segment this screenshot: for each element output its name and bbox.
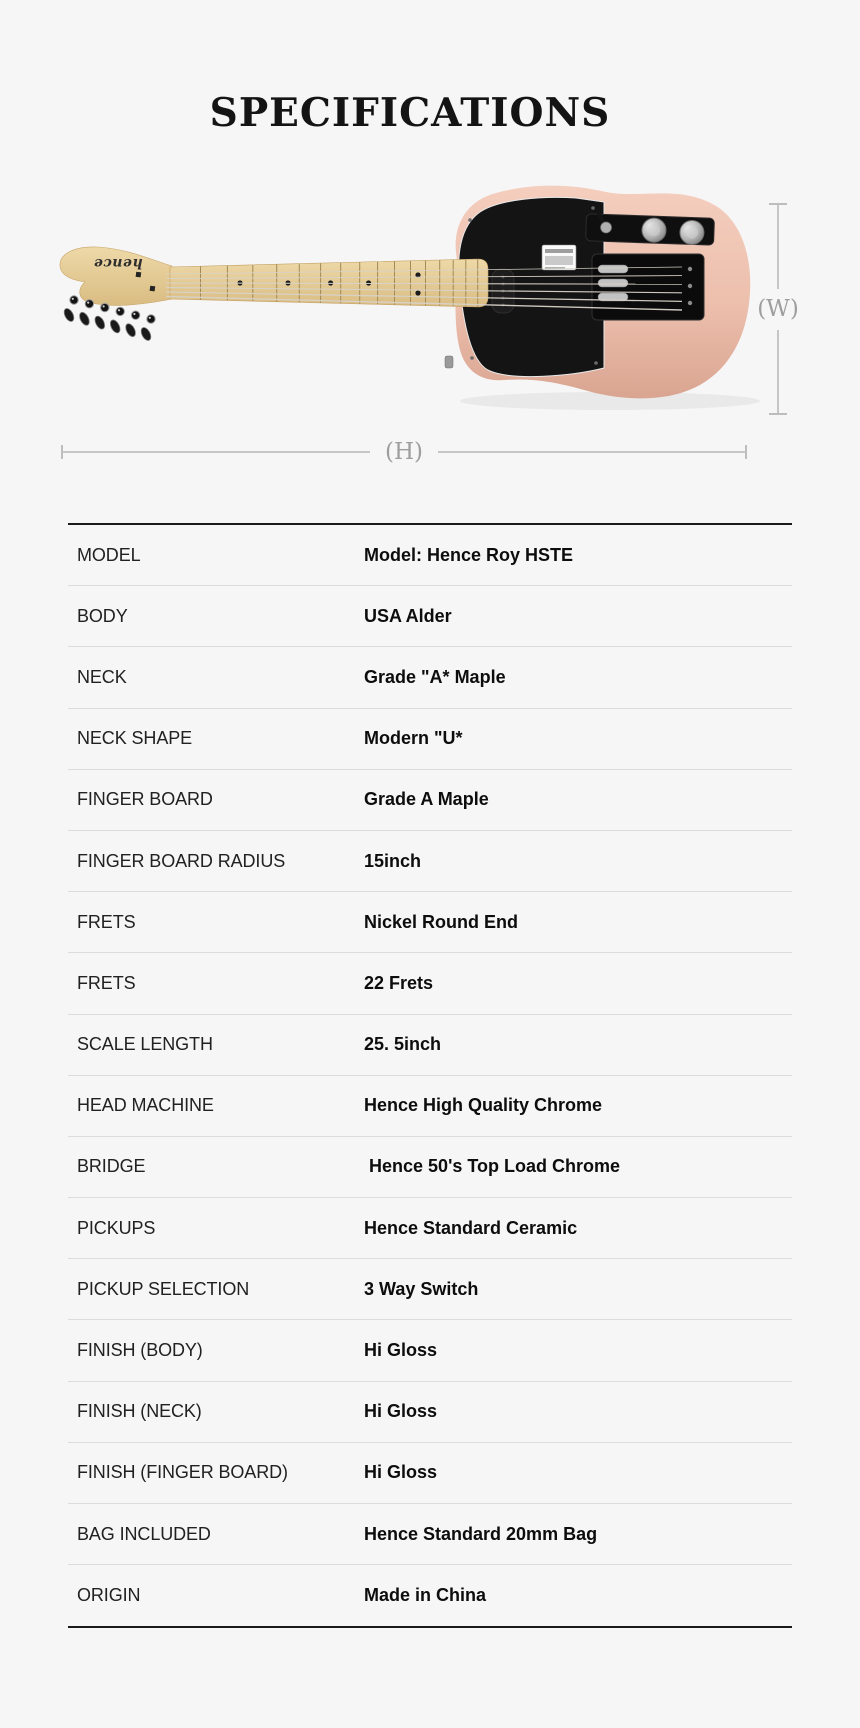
spec-table	[68, 523, 792, 1628]
spec-value: Made in China	[364, 1585, 487, 1606]
table-row	[68, 647, 792, 708]
strap-pin	[445, 356, 453, 368]
spec-label: FINGER BOARD	[77, 789, 213, 810]
table-row	[68, 1382, 792, 1443]
table-row	[68, 1443, 792, 1504]
spec-label: PICKUPS	[77, 1217, 156, 1238]
table-row	[68, 1137, 792, 1198]
spec-value: Modern "U*	[364, 728, 463, 749]
height-dimension-line	[61, 438, 747, 465]
width-dimension-label: (W)	[757, 295, 799, 322]
bridge	[592, 254, 704, 320]
spec-value: Hence High Quality Chrome	[364, 1095, 603, 1116]
table-row	[68, 1198, 792, 1259]
table-row	[68, 525, 792, 586]
spec-label: ORIGIN	[77, 1585, 141, 1606]
spec-label: PICKUP SELECTION	[77, 1278, 250, 1299]
spec-label: NECK SHAPE	[77, 728, 193, 749]
guitar-image	[40, 170, 760, 415]
model-sticker	[542, 245, 576, 270]
dimension-cap	[745, 445, 747, 459]
guitar-illustration	[40, 170, 760, 415]
spec-value: Model: Hence Roy HSTE	[364, 544, 574, 565]
spec-value: Grade A Maple	[364, 789, 489, 810]
spec-label: SCALE LENGTH	[77, 1034, 213, 1055]
spec-value: 25. 5inch	[364, 1034, 442, 1055]
spec-label: FRETS	[77, 911, 136, 932]
spec-label: HEAD MACHINE	[77, 1095, 214, 1116]
spec-label: MODEL	[77, 544, 141, 565]
spec-value: Hi Gloss	[364, 1401, 438, 1422]
table-row	[68, 1259, 792, 1320]
spec-label: FINISH (NECK)	[77, 1401, 202, 1422]
spec-label: BODY	[77, 605, 128, 626]
spec-label: FINGER BOARD RADIUS	[77, 850, 286, 871]
spec-value: Nickel Round End	[364, 911, 519, 932]
table-row	[68, 892, 792, 953]
table-row	[68, 1076, 792, 1137]
table-row	[68, 709, 792, 770]
spec-value: USA Alder	[364, 605, 452, 626]
spec-label: FINISH (FINGER BOARD)	[77, 1462, 288, 1483]
spec-value: 15inch	[364, 850, 422, 871]
dimension-cap	[769, 413, 787, 415]
spec-label: BAG INCLUDED	[77, 1523, 211, 1544]
spec-value: 22 Frets	[364, 972, 434, 993]
spec-value: 3 Way Switch	[364, 1278, 479, 1299]
spec-table-body	[68, 525, 792, 1626]
page-title: SPECIFICATIONS	[209, 90, 611, 136]
table-row	[68, 1015, 792, 1076]
spec-label: BRIDGE	[77, 1156, 146, 1177]
table-row	[68, 831, 792, 892]
spec-value: Hi Gloss	[364, 1340, 438, 1361]
spec-label: NECK	[77, 666, 127, 687]
table-row	[68, 770, 792, 831]
spec-value: Hence 50's Top Load Chrome	[364, 1156, 621, 1177]
table-row	[68, 586, 792, 647]
spec-value: Grade "A* Maple	[364, 666, 506, 687]
table-row	[68, 1504, 792, 1565]
brand-logo: hence	[93, 255, 143, 271]
spec-value: Hence Standard Ceramic	[364, 1217, 578, 1238]
table-row	[68, 1320, 792, 1381]
width-dimension-line	[757, 203, 799, 415]
table-row	[68, 953, 792, 1014]
spec-label: FRETS	[77, 972, 136, 993]
table-row	[68, 1565, 792, 1626]
spec-value: Hi Gloss	[364, 1462, 438, 1483]
spec-label: FINISH (BODY)	[77, 1340, 203, 1361]
spec-value: Hence Standard 20mm Bag	[364, 1523, 598, 1544]
height-dimension-label: (H)	[385, 438, 424, 465]
